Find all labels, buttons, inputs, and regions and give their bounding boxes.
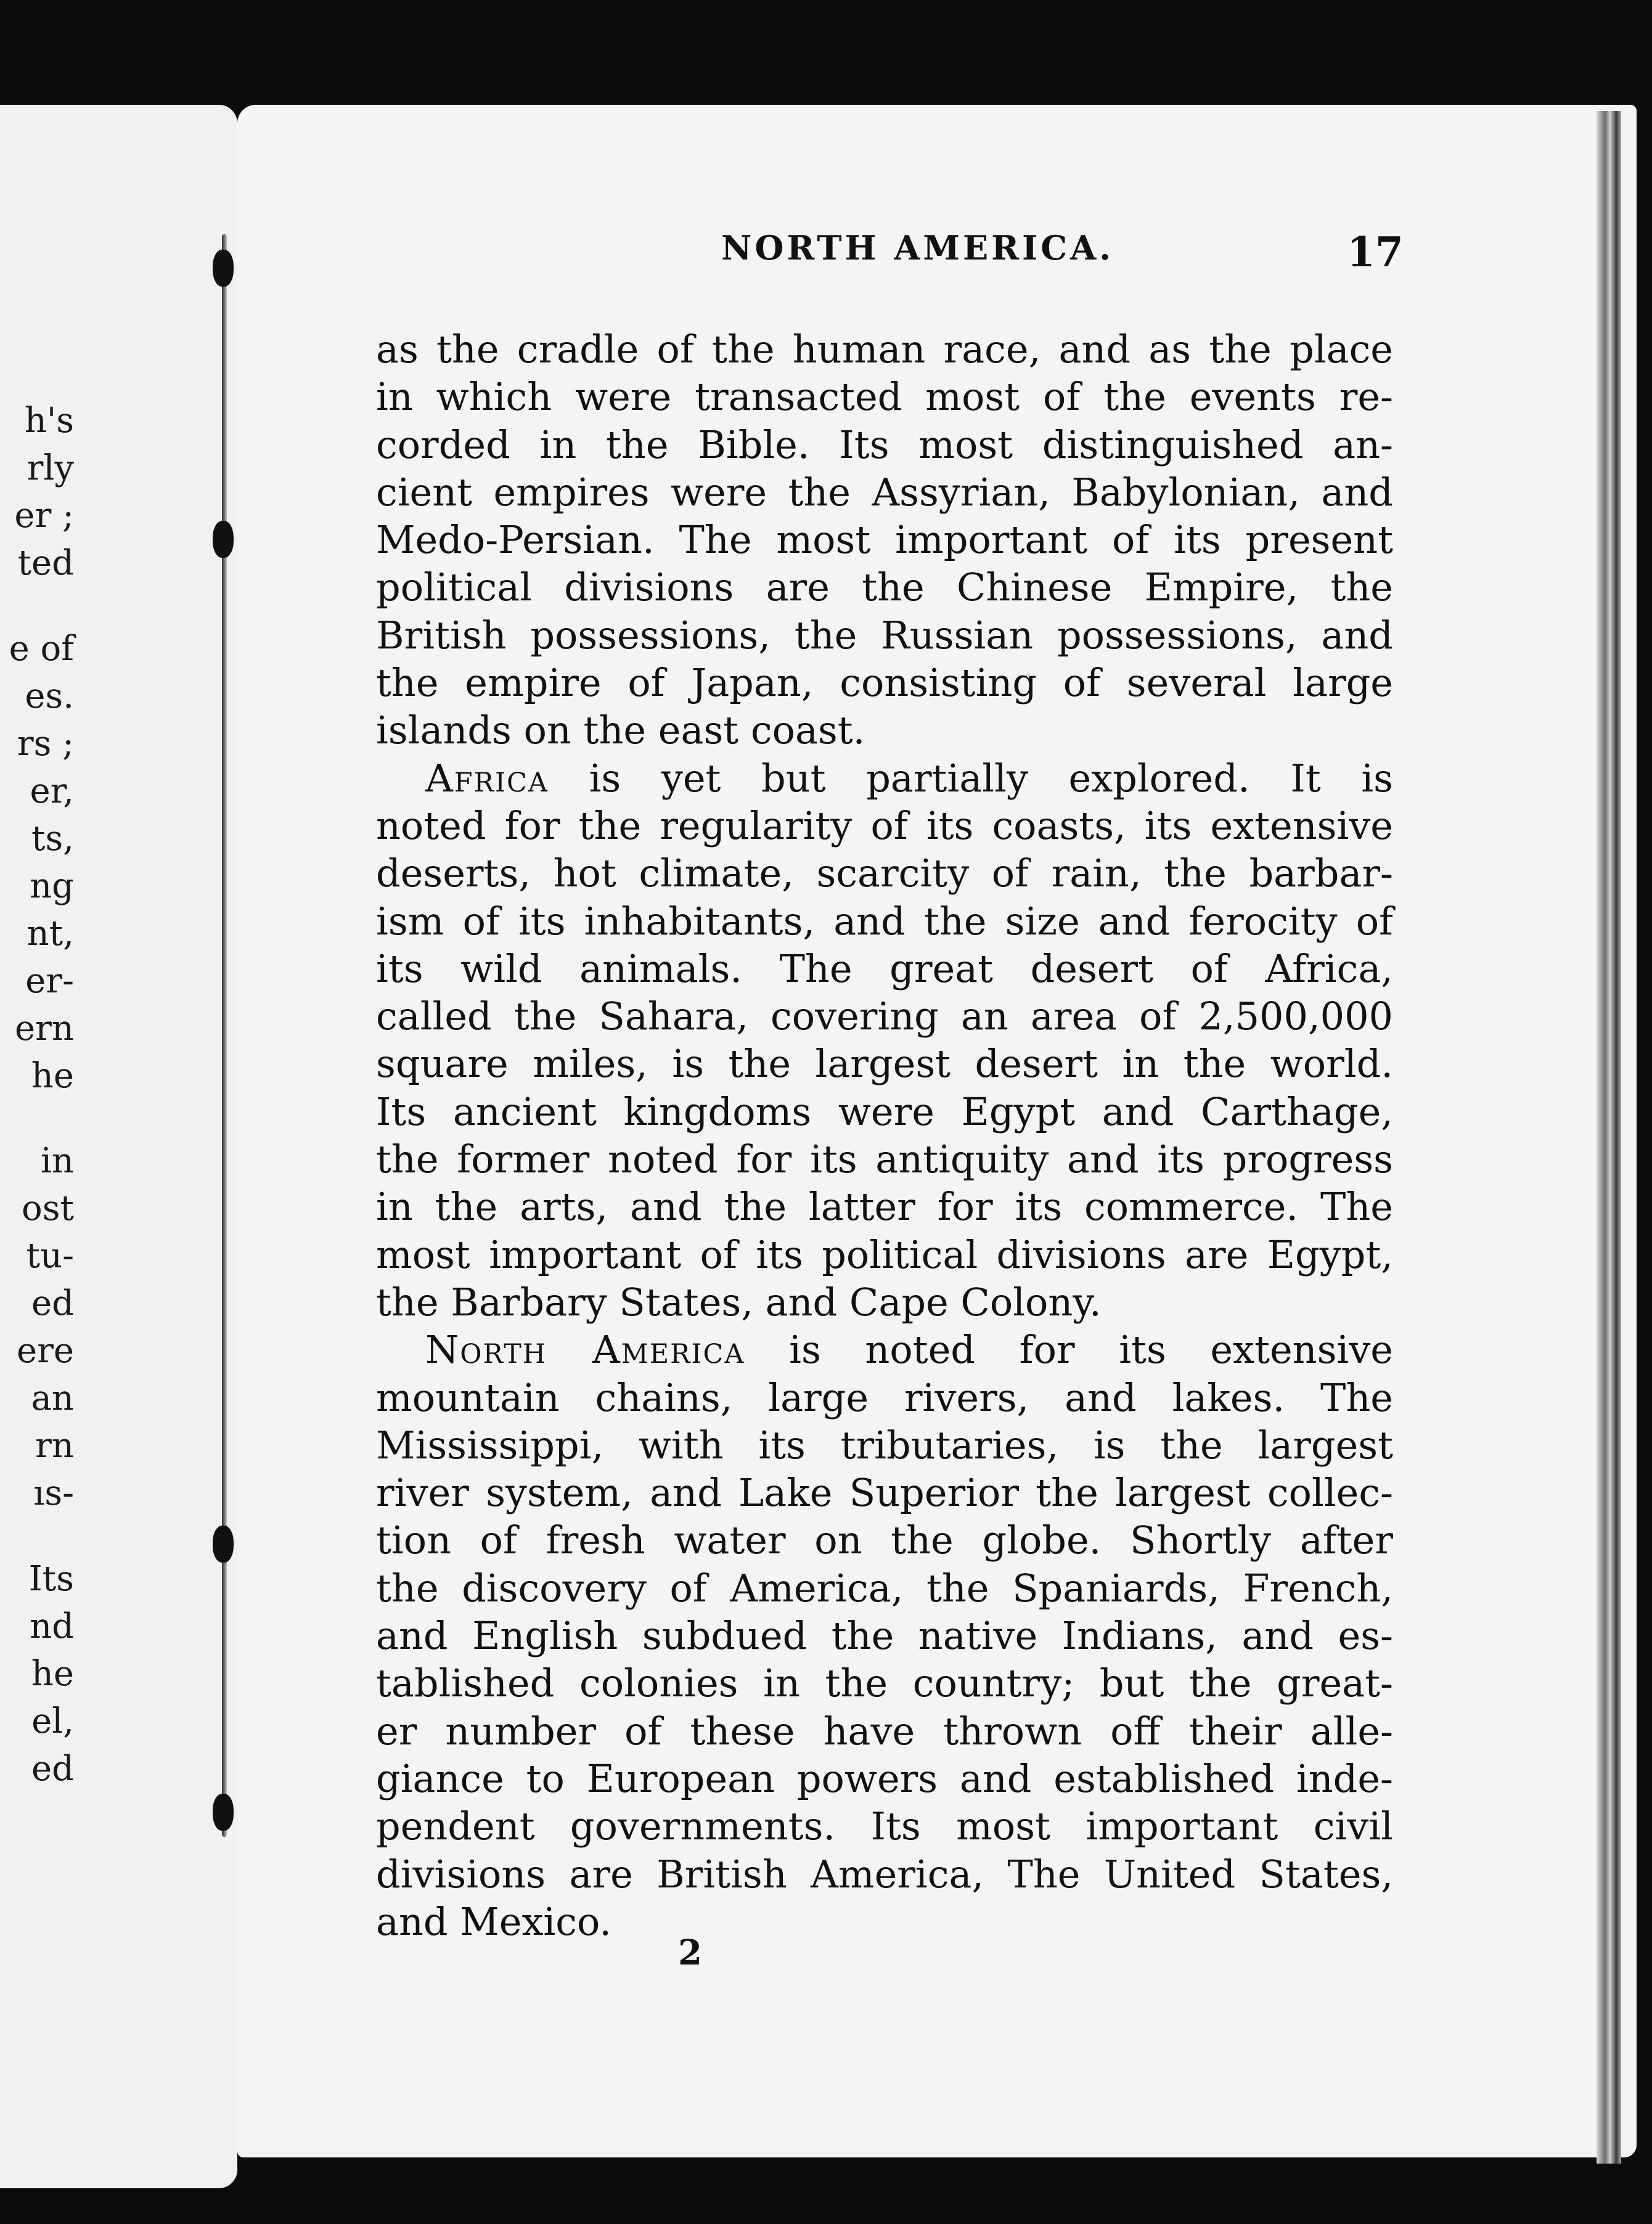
text-line: giance to European powers and established inde- [376, 1756, 1393, 1801]
text-line: the former noted for its antiquity and its progress [376, 1137, 1393, 1182]
paragraph-first-line: Africa is yet but partially explored. It is [425, 755, 1393, 801]
left-page-line-fragment: el, [31, 1701, 74, 1741]
text-line: in the arts, and the latter for its commerce. The [376, 1184, 1393, 1230]
text-line: as the cradle of the human race, and as the place [376, 327, 1393, 372]
left-page-line-fragment: rly [27, 448, 74, 488]
left-page-line-fragment: ost [22, 1188, 74, 1229]
left-page-line-fragment: he [31, 1654, 74, 1694]
text-line: tion of fresh water on the globe. Shortly after [376, 1518, 1393, 1563]
left-page-line-fragment: er ; [14, 496, 74, 536]
gutter-binding [222, 234, 227, 1837]
left-page-line-fragment: ng [30, 866, 74, 906]
binding-stitch [213, 1526, 234, 1563]
left-page-line-fragment: ed [31, 1749, 74, 1789]
page-number: 17 [1347, 228, 1404, 276]
text-line: called the Sahara, covering an area of 2,500,000 [376, 994, 1393, 1039]
text-line: cient empires were the Assyrian, Babylonian, and [376, 469, 1393, 515]
text-line: divisions are British America, The United States, [376, 1851, 1393, 1897]
text-line: the discovery of America, the Spaniards, French, [376, 1565, 1393, 1611]
left-page-line-fragment: ıs- [33, 1473, 74, 1513]
left-page-line-fragment: er- [25, 961, 74, 1001]
body-text [376, 325, 1393, 1945]
left-page-line-fragment: Its [28, 1559, 74, 1599]
left-page-line-fragment: rs ; [17, 724, 74, 764]
text-line: in which were transacted most of the events re- [376, 374, 1393, 420]
text-line: tablished colonies in the country; but the great- [376, 1661, 1393, 1706]
text-line: Medo-Persian. The most important of its present [376, 517, 1393, 563]
running-head: NORTH AMERICA. [721, 228, 1114, 268]
left-page-line-fragment: tu- [26, 1236, 74, 1276]
left-page-line-fragment: er, [30, 771, 74, 811]
text-line: Its ancient kingdoms were Egypt and Carthage, [376, 1089, 1393, 1134]
text-line: the empire of Japan, consisting of several large [376, 660, 1393, 706]
section-heading-north-america: North America [425, 1327, 745, 1373]
section-heading-africa: Africa [425, 755, 549, 801]
left-page-line-fragment: he [31, 1056, 74, 1096]
text-line: river system, and Lake Superior the largest collec- [376, 1470, 1393, 1516]
text-line: mountain chains, large rivers, and lakes. The [376, 1375, 1393, 1420]
left-page-line-fragment: ere [16, 1331, 74, 1371]
left-page-line-fragment: h's [24, 401, 74, 441]
text-line: Mississippi, with its tributaries, is the largest [376, 1422, 1393, 1468]
text-line: British possessions, the Russian possessions, and [376, 612, 1393, 658]
text-line: political divisions are the Chinese Empire, the [376, 565, 1393, 610]
binding-stitch [213, 1794, 234, 1831]
left-page-line-fragment: e of [9, 629, 74, 669]
text-line: pendent governments. Its most important civil [376, 1804, 1393, 1849]
text-line: and Mexico. [376, 1899, 611, 1944]
text-line: square miles, is the largest desert in the world. [376, 1041, 1393, 1087]
left-page-line-fragment: es. [25, 676, 74, 716]
text-line: the Barbary States, and Cape Colony. [376, 1279, 1102, 1325]
left-page-line-fragment: ed [31, 1283, 74, 1323]
left-page-line-fragment: in [41, 1141, 74, 1181]
signature-mark: 2 [678, 1932, 702, 1973]
text-line: deserts, hot climate, scarcity of rain, the barbar- [376, 851, 1393, 896]
paragraph-first-line: North America is noted for its extensive [425, 1327, 1393, 1373]
binding-stitch [213, 250, 234, 287]
text-line: corded in the Bible. Its most distinguished an- [376, 422, 1393, 467]
left-page-line-fragment: nd [30, 1606, 74, 1646]
paragraph-asia [376, 325, 1393, 754]
text-line: most important of its political divisions are Egypt, [376, 1232, 1393, 1277]
text-line: islands on the east coast. [376, 708, 865, 753]
binding-stitch [213, 521, 234, 558]
left-page-line-fragment: ts, [31, 819, 74, 859]
left-page-line-fragment: an [31, 1378, 74, 1418]
paragraph-north-america [376, 1326, 1393, 1945]
left-page [0, 105, 237, 2188]
page-edges [1597, 111, 1621, 2164]
paragraph-africa [376, 754, 1393, 1327]
left-page-line-fragment: rn [35, 1426, 74, 1466]
text-line: noted for the regularity of its coasts, its extensive [376, 803, 1393, 848]
left-page-line-fragment: ted [17, 543, 74, 583]
text-line: its wild animals. The great desert of Africa, [376, 946, 1393, 991]
left-page-line-fragment: ern [15, 1008, 74, 1049]
text-line: ism of its inhabitants, and the size and ferocity of [376, 898, 1393, 944]
text-line: and English subdued the native Indians, and es- [376, 1613, 1393, 1659]
left-page-line-fragment: nt, [27, 914, 74, 954]
text-line: er number of these have thrown off their alle- [376, 1708, 1393, 1754]
